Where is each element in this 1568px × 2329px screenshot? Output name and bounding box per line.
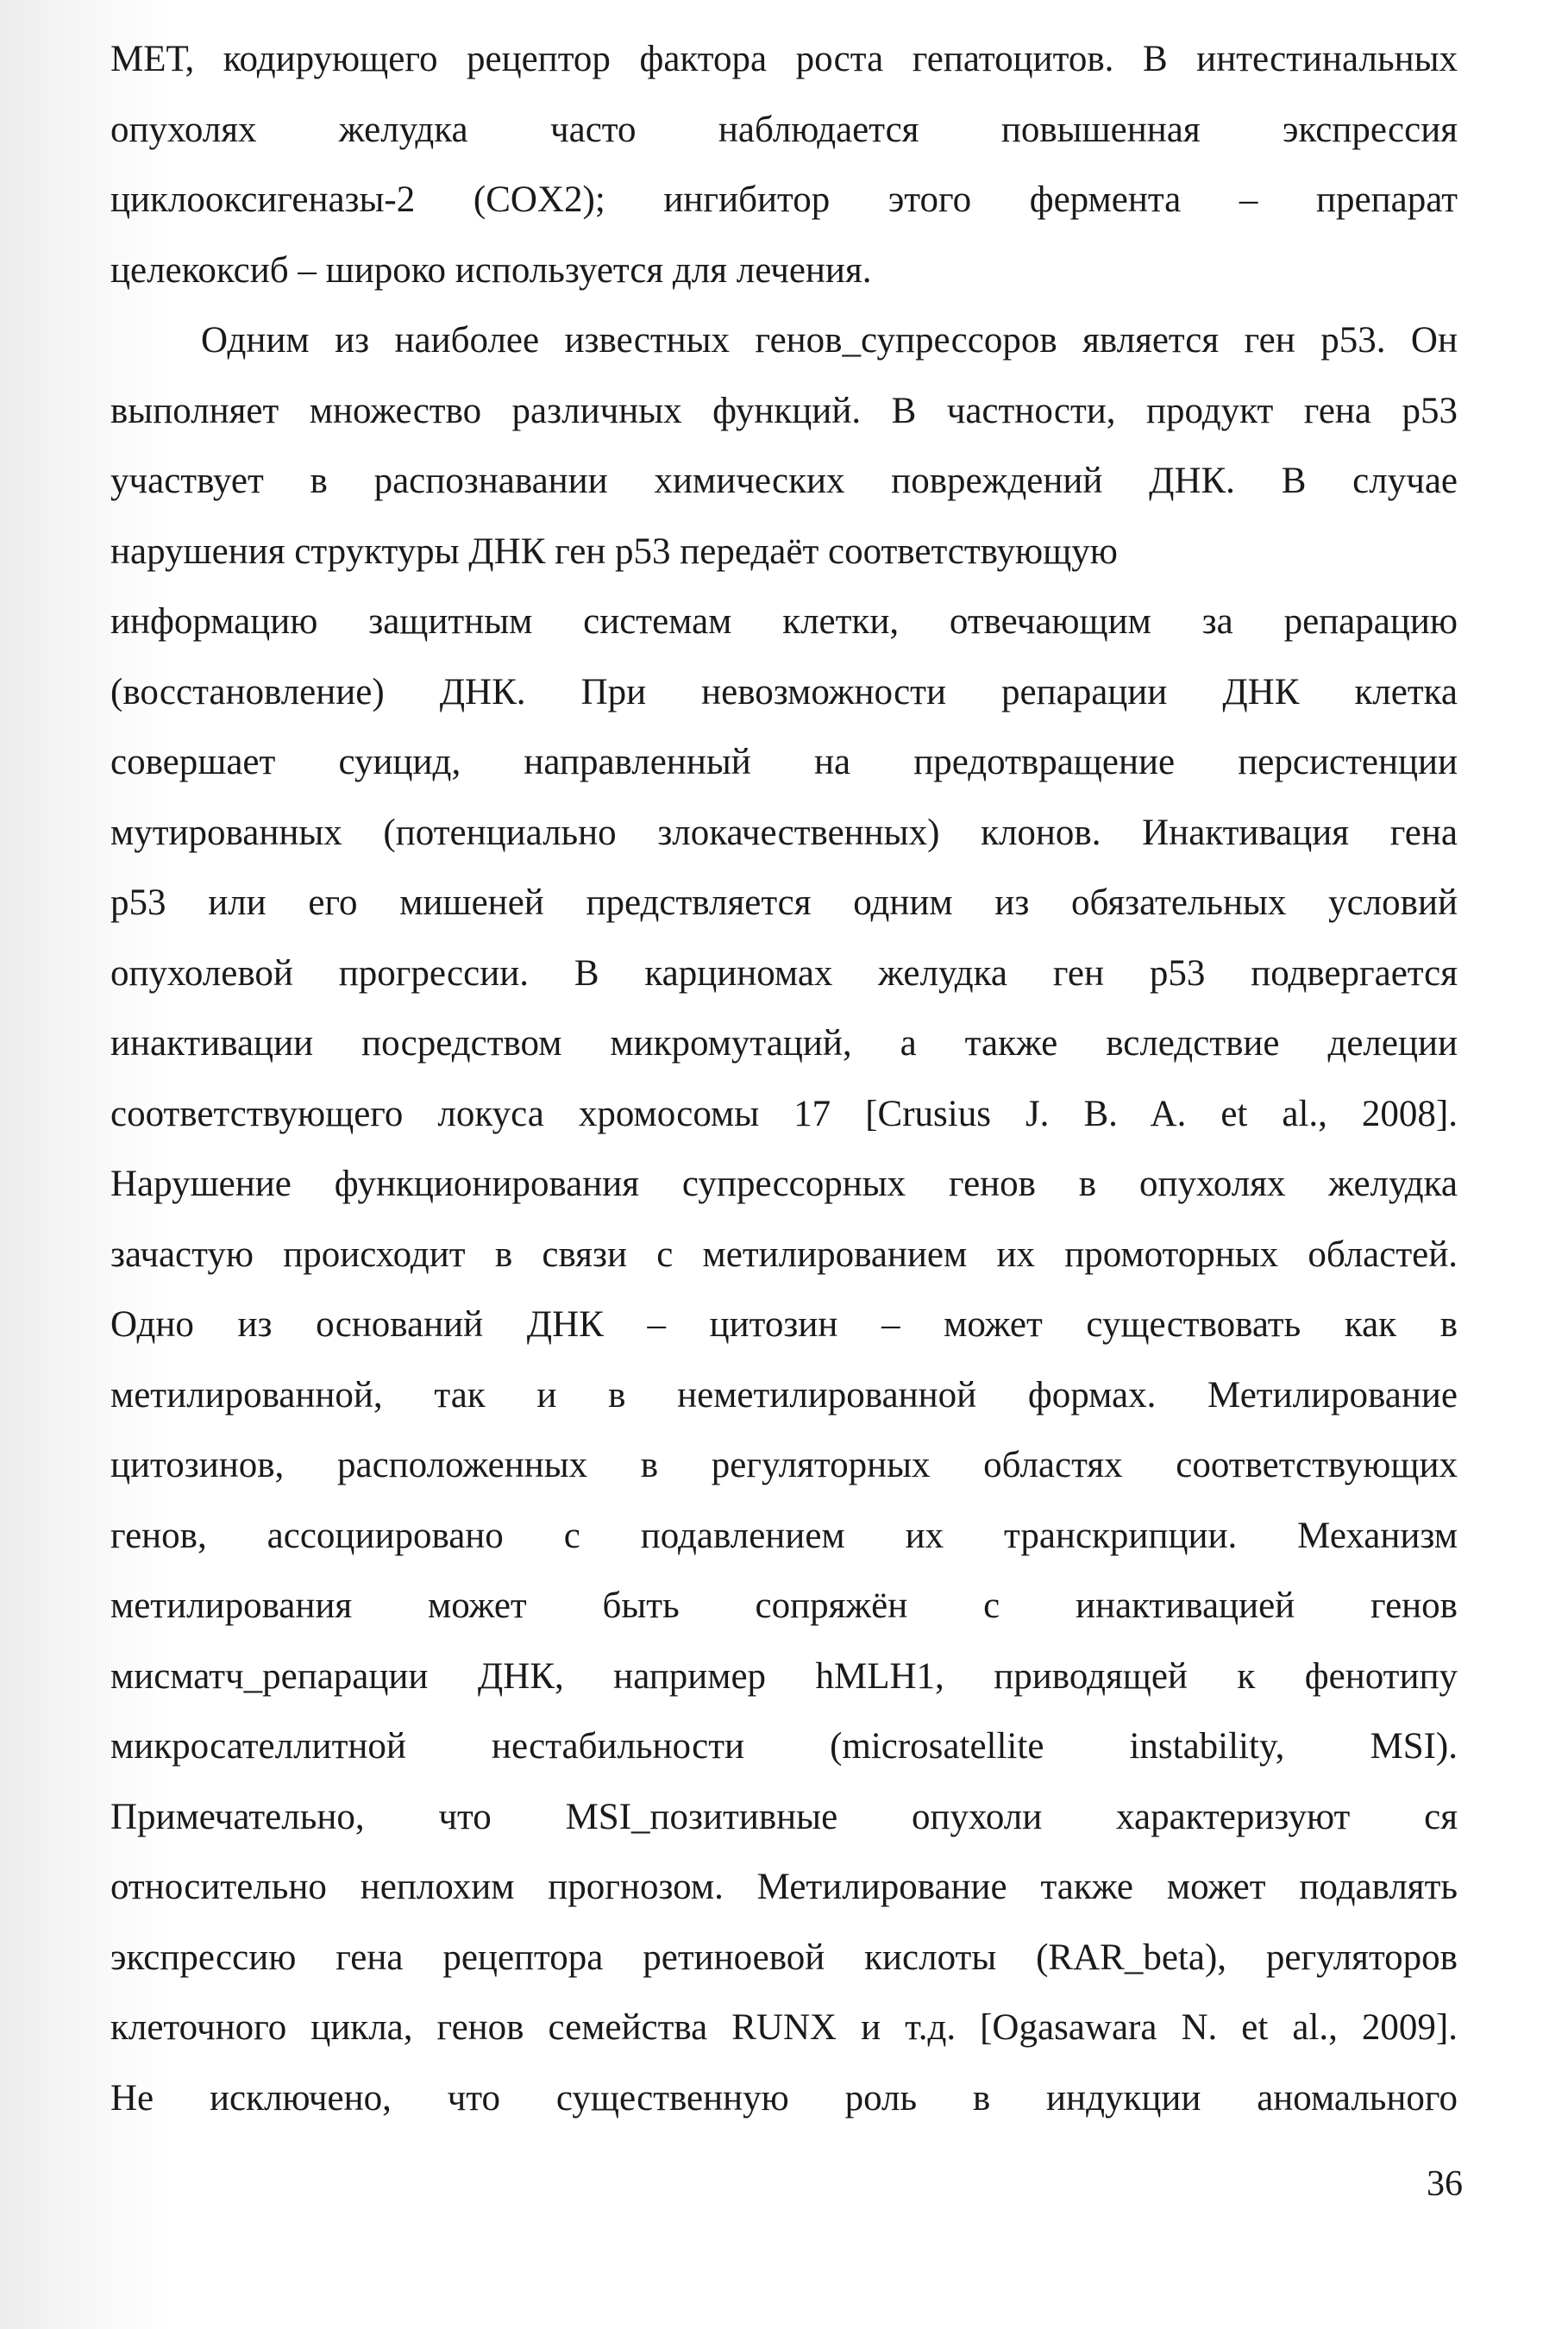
text-line: участвует в распознавании химических повреждений ДНК. В случае [110,461,1458,501]
text-line: клеточного цикла, генов семейства RUNX и т.д. [Ogasawara N. et al., 2009]. [110,2007,1458,2048]
text-line: выполняет множество различных функций. В частности, продукт гена p53 [110,390,1458,431]
text-line: p53 или его мишеней предствляется одним из обязательных условий [110,882,1458,923]
text-line: генов, ассоциировано с подавлением их транскрипции. Механизм [110,1515,1458,1556]
text-line: опухолях желудка часто наблюдается повышенная экспрессия [110,109,1458,150]
text-line: совершает суицид, направленный на предотвращение персистенции [110,742,1458,782]
text-line: соответствующего локуса хромосомы 17 [Crusius J. B. A. et al., 2008]. [110,1093,1458,1134]
text-line: информацию защитным системам клетки, отвечающим за репарацию [110,601,1458,642]
text-line: циклооксигеназы-2 (COX2); ингибитор этого фермента – препарат [110,179,1458,220]
text-line: опухолевой прогрессии. В карциномах желудка ген p53 подвергается [110,952,1458,994]
text-line: Примечательно, что MSI_позитивные опухоли характеризуют ся [110,1796,1458,1837]
text-line: нарушения структуры ДНК ген p53 передаёт соответствующую [110,530,1118,572]
paragraph-1 [110,24,1458,305]
text-line: относительно неплохим прогнозом. Метилирование также может подавлять [110,1867,1458,1907]
text-line: метилирования может быть сопряжён с инактивацией генов [110,1585,1458,1626]
text-line: Одним из наиболее известных генов_супрессоров является ген p53. Он [201,320,1458,361]
text-line: метилированной, так и в неметилированной формах. Метилирование [110,1374,1458,1416]
text-line: цитозинов, расположенных в регуляторных областях соответствующих [110,1445,1458,1485]
text-line: инактивации посредством микромутаций, а также вследствие делеции [110,1023,1458,1064]
text-line: Одно из оснований ДНК – цитозин – может существовать как в [110,1304,1458,1345]
text-body [110,24,1458,2133]
paragraph-2 [110,305,1458,2133]
text-line: МЕТ, кодирующего рецептор фактора роста гепатоцитов. В интестинальных [110,39,1458,79]
text-line: Не исключено, что существенную роль в индукции аномального [110,2077,1458,2119]
text-line: экспрессию гена рецептора ретиноевой кислоты (RAR_beta), регуляторов [110,1937,1458,1978]
text-line: микросателлитной нестабильности (microsatellite instability, MSI). [110,1726,1458,1767]
text-line: целекоксиб – широко используется для лечения. [110,249,872,291]
text-line: мутированных (потенциально злокачественных) клонов. Инактивация гена [110,812,1458,853]
page-number: 36 [1427,2164,1463,2204]
text-line: зачастую происходит в связи с метилированием их промоторных областей. [110,1234,1458,1275]
text-line: Нарушение функционирования супрессорных генов в опухолях желудка [110,1164,1458,1204]
text-line: мисматч_репарации ДНК, например hMLH1, приводящей к фенотипу [110,1655,1458,1697]
text-line: (восстановление) ДНК. При невозможности репарации ДНК клетка [110,671,1458,713]
